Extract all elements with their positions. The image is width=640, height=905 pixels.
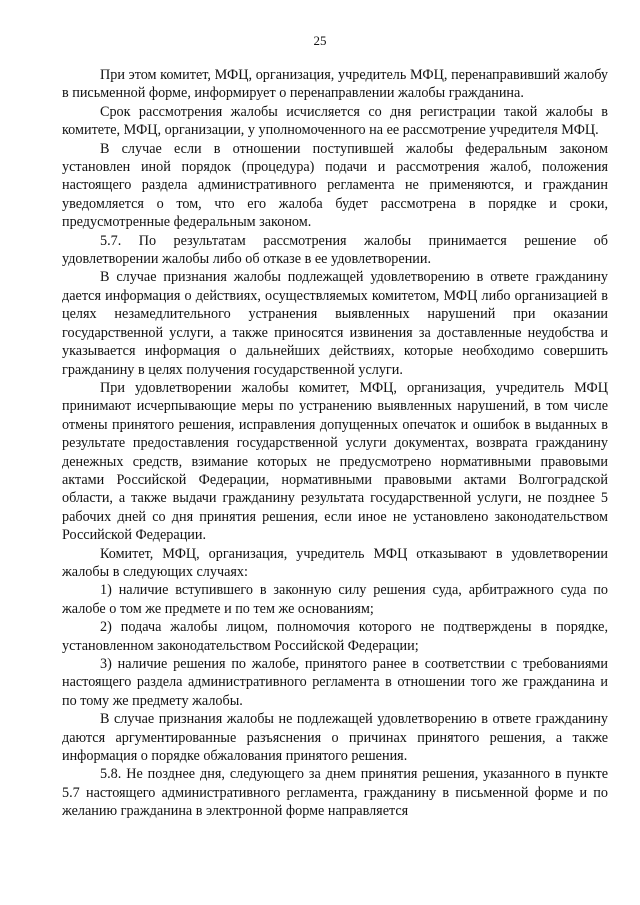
paragraph: При этом комитет, МФЦ, организация, учредитель МФЦ, перенаправивший жалобу в письменной форме, информирует о перенаправлении жалобы гражданина.	[62, 67, 608, 102]
paragraph: При удовлетворении жалобы комитет, МФЦ, организация, учредитель МФЦ принимают исчерпывающие меры по устранению выявленных нарушений, в том числе отмены принятого решения, исправления допущенных опечаток и ошибок в выданных в результате предоставления государственной услуги документах, возврата гражданину денежных средств, взимание которых не предусмотрено нормативными правовыми актами Российской Федерации, нормативными правовыми актами Волгоградской области, а также выдачи гражданину результата государственной услуги, не позднее 5 рабочих дней со дня принятия решения, если иное не установлено законодательством Российской Федерации.	[62, 379, 608, 544]
page-number: 25	[313, 33, 327, 48]
paragraph: В случае если в отношении поступившей жалобы федеральным законом установлен иной порядок (процедура) подачи и рассмотрения жалоб, положения настоящего раздела административного регламента не применяются, и гражданин уведомляется о том, что его жалоба будет рассмотрена в порядке и сроки, предусмотренные федеральным законом.	[62, 140, 608, 231]
paragraph: В случае признания жалобы подлежащей удовлетворению в ответе гражданину дается информация о действиях, осуществляемых комитетом, МФЦ либо организацией в целях незамедлительного устранения выявленных нарушений при оказании государственной услуги, а также приносятся извинения за доставленные неудобства и указывается информация о дальнейших действиях, которые необходимо совершить гражданину в целях получения государственной услуги.	[62, 269, 608, 378]
paragraph: Срок рассмотрения жалобы исчисляется со дня регистрации такой жалобы в комитете, МФЦ, организации, у уполномоченного на ее рассмотрение учредителя МФЦ.	[62, 103, 608, 139]
list-item: 1) наличие вступившего в законную силу решения суда, арбитражного суда по жалобе о том же предмете и по тем же основаниям;	[62, 582, 608, 617]
paragraph: 5.8. Не позднее дня, следующего за днем принятия решения, указанного в пункте 5.7 настоящего административного регламента, гражданину в письменной форме и по желанию гражданина в электронной форме направляется	[62, 766, 608, 820]
list-item: 2) подача жалобы лицом, полномочия которого не подтверждены в порядке, установленном законодательством Российской Федерации;	[62, 619, 608, 654]
paragraph: 5.7. По результатам рассмотрения жалобы принимается решение об удовлетворении жалобы либо об отказе в ее удовлетворении.	[62, 232, 608, 268]
document-body	[62, 66, 608, 821]
paragraph: Комитет, МФЦ, организация, учредитель МФЦ отказывают в удовлетворении жалобы в следующих случаях:	[62, 545, 608, 580]
list-item: 3) наличие решения по жалобе, принятого ранее в соответствии с требованиями настоящего раздела административного регламента в отношении того же гражданина и по тому же предмету жалобы.	[62, 656, 608, 709]
paragraph: В случае признания жалобы не подлежащей удовлетворению в ответе гражданину даются аргументированные разъяснения о причинах принятого решения, а также информация о порядке обжалования принятого решения.	[62, 711, 608, 765]
